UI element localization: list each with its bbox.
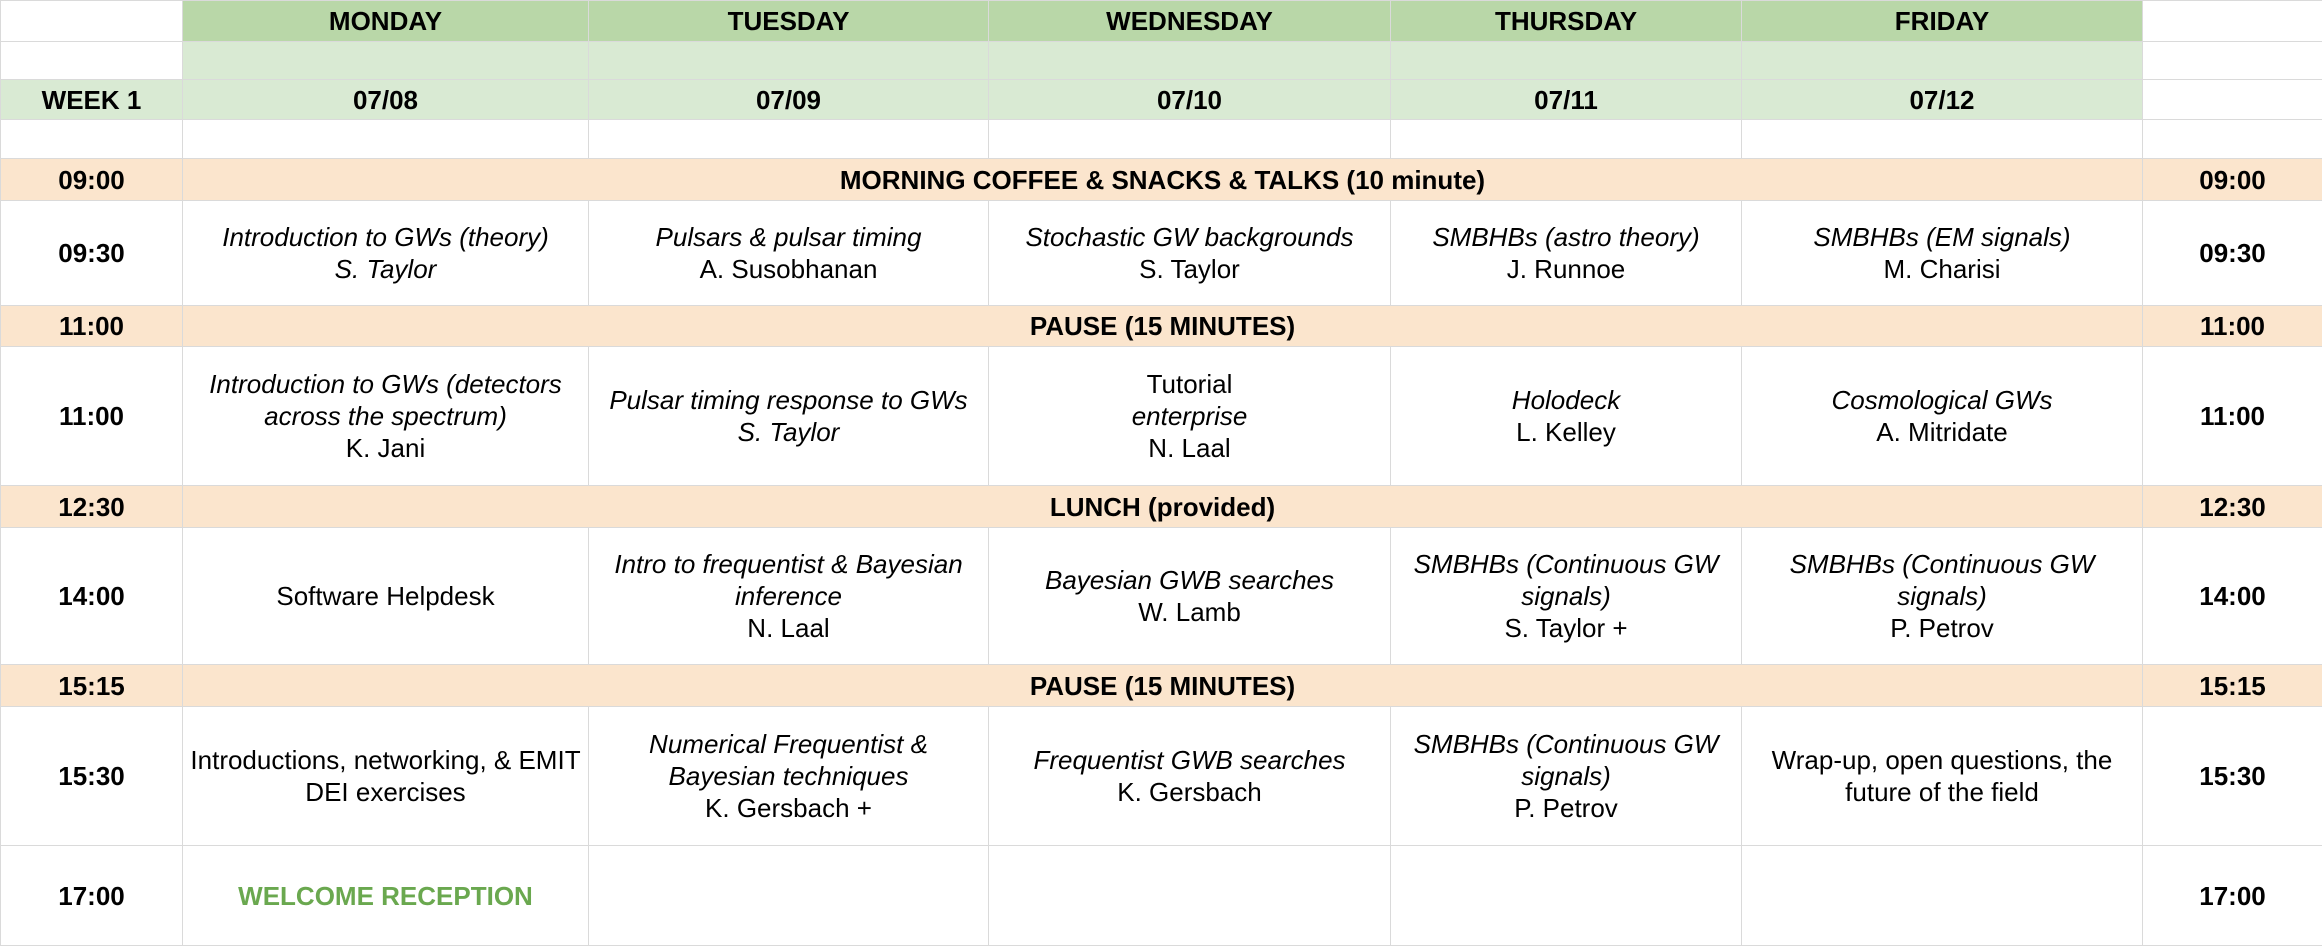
session-title: SMBHBs (Continuous GW signals) <box>1789 549 2095 611</box>
empty-cell[interactable] <box>1 42 183 80</box>
session-title: Frequentist GWB searches <box>1033 745 1346 775</box>
session-cell[interactable] <box>1742 347 2143 486</box>
date-wednesday[interactable]: 07/10 <box>989 80 1391 120</box>
empty-cell[interactable] <box>1391 120 1742 159</box>
session-cell[interactable] <box>989 528 1391 665</box>
session-speaker: A. Mitridate <box>1876 417 2008 447</box>
session-title: Pulsars & pulsar timing <box>655 222 922 252</box>
time-label[interactable]: 15:15 <box>1 665 183 707</box>
empty-cell[interactable] <box>589 42 989 80</box>
session-cell[interactable] <box>183 201 589 306</box>
session-cell[interactable] <box>183 347 589 486</box>
session-title: Pulsar timing response to GWs <box>609 385 968 415</box>
session-speaker: J. Runnoe <box>1506 254 1626 284</box>
time-label[interactable]: 09:00 <box>1 159 183 201</box>
session-text: Introductions, networking, & EMIT DEI exercises <box>190 745 581 807</box>
week-label[interactable]: WEEK 1 <box>1 80 183 120</box>
session-cell[interactable] <box>589 347 989 486</box>
session-speaker: L. Kelley <box>1516 417 1616 447</box>
time-label-right[interactable]: 17:00 <box>2143 846 2322 946</box>
empty-cell[interactable] <box>989 120 1391 159</box>
session-title: SMBHBs (astro theory) <box>1432 222 1700 252</box>
day-header-row <box>1 1 2322 42</box>
session-speaker: S. Taylor <box>1139 254 1240 284</box>
time-label[interactable]: 12:30 <box>1 486 183 528</box>
date-thursday[interactable]: 07/11 <box>1391 80 1742 120</box>
session-text: Wrap-up, open questions, the future of the field <box>1771 745 2113 807</box>
empty-cell[interactable] <box>2143 42 2322 80</box>
break-label[interactable]: PAUSE (15 MINUTES) <box>183 306 2143 347</box>
date-row <box>1 80 2322 120</box>
time-label-right[interactable]: 11:00 <box>2143 347 2322 486</box>
empty-cell[interactable] <box>1742 120 2143 159</box>
break-row <box>1 159 2322 201</box>
break-row <box>1 306 2322 347</box>
empty-cell[interactable] <box>2143 80 2322 120</box>
session-text: Software Helpdesk <box>276 581 495 611</box>
session-speaker: A. Susobhanan <box>699 254 878 284</box>
day-monday[interactable]: MONDAY <box>183 1 589 42</box>
empty-cell[interactable] <box>589 120 989 159</box>
day-friday[interactable]: FRIDAY <box>1742 1 2143 42</box>
date-friday[interactable]: 07/12 <box>1742 80 2143 120</box>
time-label[interactable]: 09:30 <box>1 201 183 306</box>
session-cell[interactable] <box>989 347 1391 486</box>
session-speaker: N. Laal <box>747 613 830 643</box>
empty-cell[interactable] <box>1391 846 1742 946</box>
empty-cell[interactable] <box>1742 846 2143 946</box>
session-row <box>1 347 2322 486</box>
break-label[interactable]: LUNCH (provided) <box>183 486 2143 528</box>
time-label-right[interactable]: 15:15 <box>2143 665 2322 707</box>
empty-cell[interactable] <box>1742 42 2143 80</box>
time-label[interactable]: 11:00 <box>1 347 183 486</box>
session-cell[interactable] <box>989 707 1391 846</box>
session-speaker: P. Petrov <box>1514 793 1618 823</box>
session-title: Stochastic GW backgrounds <box>1025 222 1354 252</box>
session-cell[interactable] <box>1391 528 1742 665</box>
break-row <box>1 665 2322 707</box>
session-title: SMBHBs (Continuous GW signals) <box>1413 549 1719 611</box>
time-label-right[interactable]: 15:30 <box>2143 707 2322 846</box>
session-title: Introduction to GWs (theory) <box>222 222 549 252</box>
time-label-right[interactable]: 12:30 <box>2143 486 2322 528</box>
time-label[interactable]: 14:00 <box>1 528 183 665</box>
session-speaker: S. Taylor + <box>1504 613 1628 643</box>
session-speaker: K. Jani <box>345 433 426 463</box>
welcome-reception: WELCOME RECEPTION <box>238 880 533 911</box>
day-tuesday[interactable]: TUESDAY <box>589 1 989 42</box>
corner-cell[interactable] <box>1 1 183 42</box>
session-cell[interactable] <box>183 528 589 665</box>
session-speaker: S. Taylor <box>737 417 840 447</box>
session-cell[interactable] <box>1742 707 2143 846</box>
session-speaker: M. Charisi <box>1883 254 2001 284</box>
session-row <box>1 707 2322 846</box>
session-speaker: K. Gersbach + <box>705 793 872 823</box>
empty-cell[interactable] <box>589 846 989 946</box>
session-prefix: Tutorial <box>1146 369 1233 399</box>
day-thursday[interactable]: THURSDAY <box>1391 1 1742 42</box>
time-label[interactable]: 11:00 <box>1 306 183 347</box>
break-label[interactable]: MORNING COFFEE & SNACKS & TALKS (10 minute) <box>183 159 2143 201</box>
session-cell[interactable] <box>589 707 989 846</box>
session-speaker: N. Laal <box>1148 433 1231 463</box>
empty-cell[interactable] <box>183 42 589 80</box>
session-title: Intro to frequentist & Bayesian inference <box>614 549 963 611</box>
day-wednesday[interactable]: WEDNESDAY <box>989 1 1391 42</box>
time-label-right[interactable]: 09:30 <box>2143 201 2322 306</box>
session-cell[interactable] <box>589 528 989 665</box>
time-label[interactable]: 17:00 <box>1 846 183 946</box>
session-title: Introduction to GWs (detectors across the spectrum) <box>209 369 562 431</box>
time-label-right[interactable]: 11:00 <box>2143 306 2322 347</box>
session-row <box>1 846 2322 946</box>
empty-cell[interactable] <box>2143 120 2322 159</box>
session-title: Bayesian GWB searches <box>1044 565 1334 595</box>
session-speaker: W. Lamb <box>1138 597 1241 627</box>
spacer-row <box>1 42 2322 80</box>
empty-cell[interactable] <box>989 846 1391 946</box>
time-label-right[interactable]: 09:00 <box>2143 159 2322 201</box>
session-cell[interactable] <box>1742 528 2143 665</box>
session-speaker: P. Petrov <box>1890 613 1994 643</box>
spacer-row <box>1 120 2322 159</box>
time-label-right[interactable]: 14:00 <box>2143 528 2322 665</box>
break-label[interactable]: PAUSE (15 MINUTES) <box>183 665 2143 707</box>
session-speaker: K. Gersbach <box>1117 777 1262 807</box>
session-title: SMBHBs (Continuous GW signals) <box>1413 729 1719 791</box>
session-cell[interactable] <box>589 201 989 306</box>
time-label[interactable]: 15:30 <box>1 707 183 846</box>
session-cell[interactable] <box>1391 201 1742 306</box>
date-tuesday[interactable]: 07/09 <box>589 80 989 120</box>
session-cell[interactable] <box>989 201 1391 306</box>
session-title: enterprise <box>1131 401 1248 431</box>
session-title: Numerical Frequentist & Bayesian techniques <box>649 729 928 791</box>
empty-cell[interactable] <box>2143 1 2322 42</box>
session-cell[interactable] <box>1391 707 1742 846</box>
break-row <box>1 486 2322 528</box>
empty-cell[interactable] <box>183 120 589 159</box>
session-title: Cosmological GWs <box>1831 385 2053 415</box>
session-title: SMBHBs (EM signals) <box>1813 222 2071 252</box>
session-title: Holodeck <box>1511 385 1621 415</box>
session-speaker: S. Taylor <box>334 254 437 284</box>
date-monday[interactable]: 07/08 <box>183 80 589 120</box>
session-cell[interactable] <box>183 846 589 946</box>
session-cell[interactable] <box>1391 347 1742 486</box>
session-cell[interactable] <box>1742 201 2143 306</box>
session-row <box>1 528 2322 665</box>
empty-cell[interactable] <box>1391 42 1742 80</box>
empty-cell[interactable] <box>1 120 183 159</box>
session-row <box>1 201 2322 306</box>
session-cell[interactable] <box>183 707 589 846</box>
empty-cell[interactable] <box>989 42 1391 80</box>
